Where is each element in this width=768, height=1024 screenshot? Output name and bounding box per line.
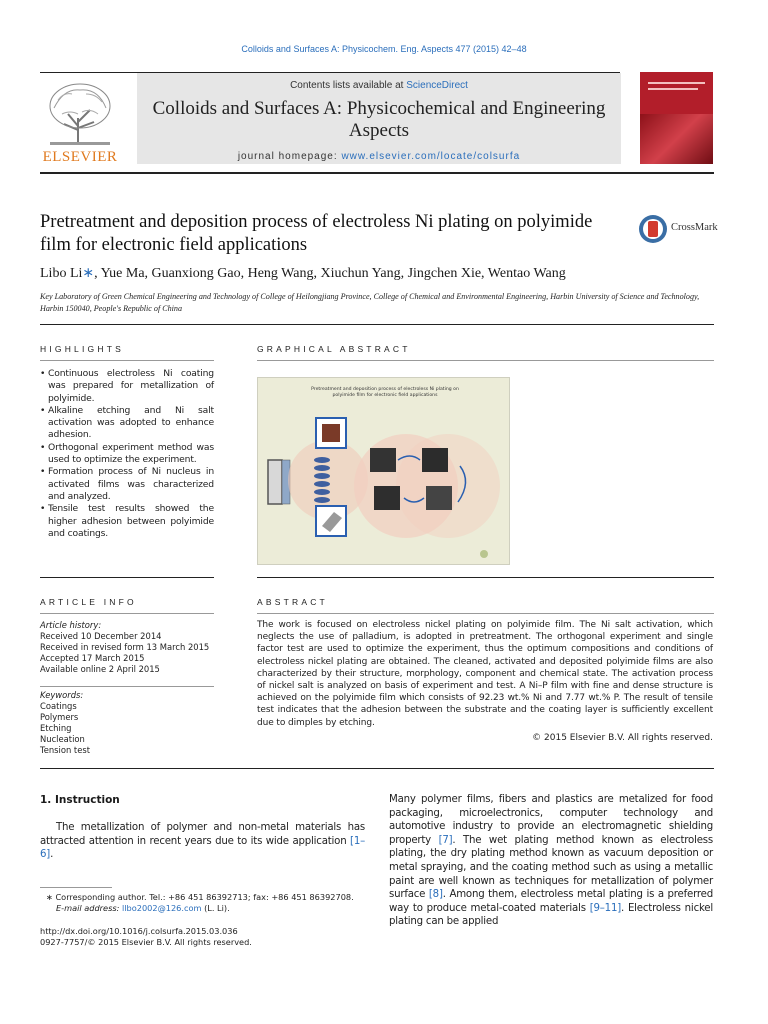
doi-link[interactable]: http://dx.doi.org/10.1016/j.colsurfa.2015.03.036 (40, 926, 238, 936)
intro-text: . Electroless nickel plating can be applied (389, 902, 713, 928)
article-title: Pretreatment and deposition process of electroless Ni plating on polyimide film for electronic field applications (40, 212, 593, 255)
corresponding-author: Libo Li (40, 266, 83, 281)
article-info-heading: ARTICLE INFO (40, 597, 137, 607)
email-label: E-mail address: (56, 903, 122, 913)
history-label: Article history: (40, 620, 102, 630)
citation-link[interactable]: [8] (428, 889, 443, 901)
co-authors: , Yue Ma, Guanxiong Gao, Heng Wang, Xiuchun Yang, Jingchen Xie, Wentao Wang (94, 266, 566, 281)
history-online: Available online 2 April 2015 (40, 664, 160, 675)
crossmark-label: CrossMark (671, 222, 718, 233)
keywords-rule (40, 686, 214, 687)
corresponding-author-mark[interactable]: ∗ (82, 266, 95, 281)
figure-title: Pretreatment and deposition process of electroless Ni plating on polyimide film for electronic field applications (311, 387, 459, 398)
highlight-item: • Alkaline etching and Ni salt activation was adopted to enhance adhesion. (40, 405, 214, 442)
intro-text: Many polymer films, fibers and plastics are metalized for food packaging, microelectronics, computer technology and automotive industry to provide an electromagnetic shielding property (389, 794, 713, 846)
elsevier-logo (40, 78, 120, 166)
citation-link[interactable]: [7] (438, 834, 453, 846)
abstract-text: The work is focused on electroless nickel plating on polyimide film. The Ni salt activation, which neglects the use of palladium, is adopted in pretreatment. The orthogonal experiment and single factor test are used to optimize the experiment, thus the optimum compositions and conditions of electroless nickel plating are obtained. The cleaned, activated and deposited polyimide films are also characterized by their structure, morphology, component and chemical state. The activation process of nickel salt is analyzed on basis of experiment and test. A Ni–P film with fine and dense structure is achieved on the polyimide film which consists of 92.23 wt.% Ni and 7.77 wt.% P. The result of tensile test indicates that the adhesion between the substrate and the coating layer is sufficiently excellent due to dimples by etching. (257, 620, 713, 728)
corresponding-footnote: ∗ Corresponding author. Tel.: +86 451 86392713; fax: +86 451 86392708. (46, 892, 354, 902)
highlights-rule (40, 360, 214, 361)
crossmark-badge[interactable] (638, 214, 718, 246)
intro-text: The metallization of polymer and non-metal materials has attracted attention in recent years due to its wide application (40, 822, 365, 847)
highlight-item: • Continuous electroless Ni coating was prepared for metallization of polyimide. (40, 368, 214, 405)
intro-text: . The wet plating method known as electroless plating, the dry plating method known as vacuum deposition or metal spraying, and the coating method such as using a metallic paint are well known as techniques for metallization of polymer surface (389, 834, 713, 901)
journal-citation[interactable]: Colloids and Surfaces A: Physicochem. Eng. Aspects 477 (2015) 42–48 (241, 44, 527, 54)
intro-text: . Among them, electroless metal plating is a preferred way to produce metal-coated materials (389, 889, 713, 914)
affiliation: Key Laboratory of Green Chemical Engineering and Technology of College of Heilongjiang Province, College of Chemical and Environmental Engineering, Harbin University of Science and Technology, Harbin 150040, People's Republic of China (40, 292, 700, 313)
keyword-item: Coatings (40, 701, 77, 712)
abstract-heading: ABSTRACT (257, 597, 328, 607)
highlight-item: • Tensile test results showed the higher adhesion between polyimide and coatings. (40, 503, 214, 540)
journal-homepage (137, 151, 621, 162)
email-suffix: (L. Li). (201, 903, 230, 913)
homepage-prefix: journal homepage: (237, 151, 342, 162)
intro-text-end: . (50, 849, 54, 861)
highlight-item: • Orthogonal experiment method was used to optimize the experiment. (40, 442, 214, 467)
history-accepted: Accepted 17 March 2015 (40, 653, 145, 664)
article-history (40, 620, 216, 675)
citation-link[interactable]: [1–6] (40, 835, 365, 861)
email-footnote (56, 903, 376, 914)
history-revised: Received in revised form 13 March 2015 (40, 642, 210, 653)
intro-paragraph-2 (389, 793, 713, 929)
email-link[interactable]: llbo2002@126.com (121, 903, 202, 913)
keyword-item: Tension test (40, 745, 91, 756)
contents-line (137, 80, 621, 91)
graphical-abstract-rule (257, 360, 714, 361)
graphical-abstract-figure (257, 377, 510, 565)
intro-paragraph-1 (40, 821, 365, 862)
history-received: Received 10 December 2014 (40, 631, 162, 642)
author-list (40, 265, 720, 282)
keyword-item: Etching (40, 723, 72, 734)
abstract-bottom-rule (40, 768, 714, 769)
highlights-heading: HIGHLIGHTS (40, 344, 124, 354)
header-bottom-rule (40, 172, 714, 174)
affiliation-rule (40, 324, 714, 325)
section-heading: 1. Instruction (40, 794, 120, 806)
highlight-item: • Formation process of Ni nucleus in activated films was characterized and analyzed. (40, 466, 214, 503)
footnote-rule (40, 887, 112, 888)
crossmark-icon (638, 214, 668, 244)
keywords-label: Keywords: (40, 690, 84, 700)
keyword-item: Nucleation (40, 734, 85, 745)
citation-link[interactable]: [9–11] (589, 902, 622, 914)
contents-prefix: Contents lists available at (290, 80, 407, 91)
abstract-copyright: © 2015 Elsevier B.V. All rights reserved. (532, 733, 713, 743)
process-diagram (258, 378, 509, 564)
abstract-rule (257, 613, 714, 614)
journal-title: Colloids and Surfaces A: Physicochemical and Engineering Aspects (152, 98, 606, 141)
publisher-name: ELSEVIER (42, 149, 118, 165)
highlights-list (40, 368, 214, 540)
journal-cover-image (640, 72, 713, 164)
article-info-rule (40, 613, 214, 614)
keywords-block (40, 690, 216, 757)
issn-line: 0927-7757/© 2015 Elsevier B.V. All rights reserved. (40, 937, 252, 947)
article-info-top-rule (40, 577, 214, 578)
sciencedirect-link[interactable]: ScienceDirect (406, 80, 468, 91)
graphical-abstract-heading: GRAPHICAL ABSTRACT (257, 344, 411, 354)
abstract-top-rule (257, 577, 714, 578)
homepage-link[interactable]: www.elsevier.com/locate/colsurfa (341, 151, 521, 162)
keyword-item: Polymers (40, 712, 79, 723)
